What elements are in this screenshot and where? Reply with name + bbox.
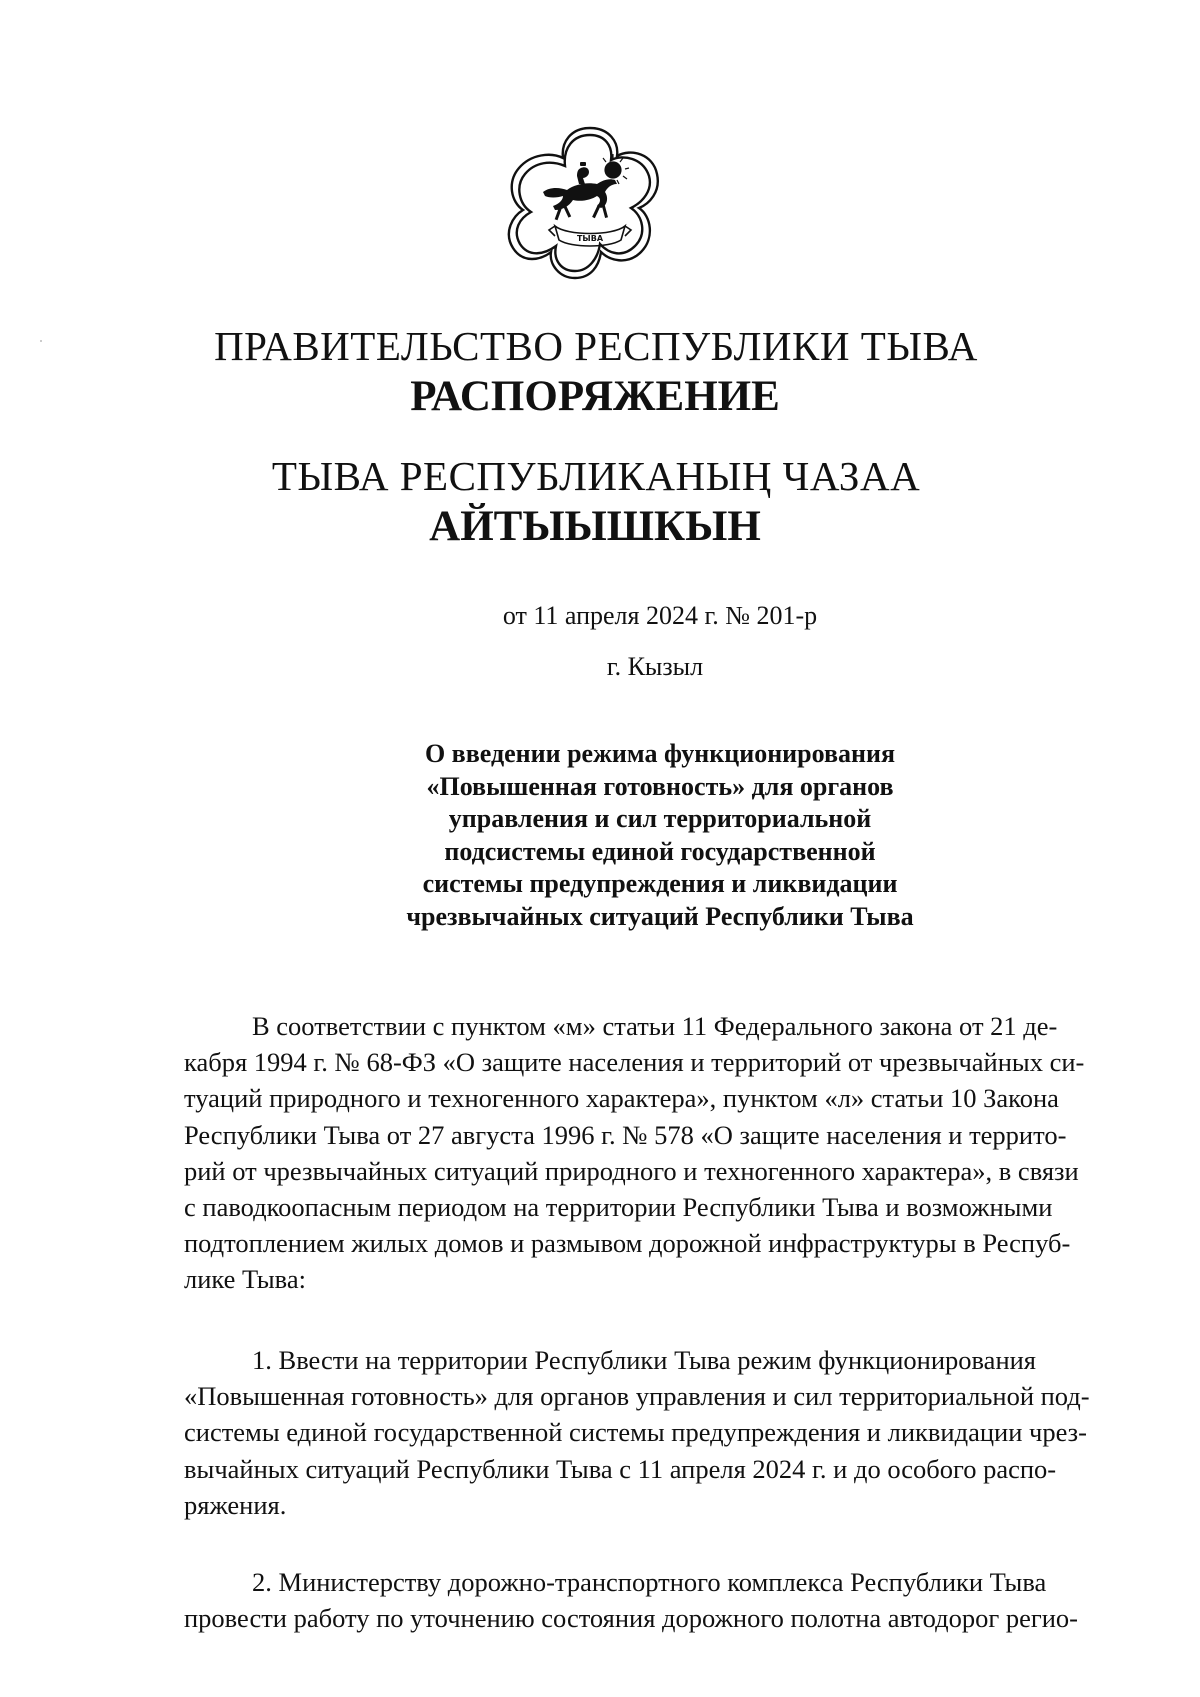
paragraph-line: В соответствии с пунктом «м» статьи 11 Федерального закона от 21 де- (252, 1011, 1058, 1041)
document-city: г. Кызыл (606, 652, 704, 681)
document-type: РАСПОРЯЖЕНИЕ (410, 373, 780, 420)
subject-line: управления и сил территориальной (448, 804, 872, 833)
paragraph-line: «Повышенная готовность» для органов управления и сил территориальной под- (184, 1381, 1090, 1412)
paragraph-line: системы единой государственной системы предупреждения и ликвидации чрез- (184, 1417, 1087, 1448)
document-type-tuvan: АЙТЫЫШКЫН (429, 503, 761, 550)
item-1-paragraph (184, 1342, 1090, 1523)
paragraph-line: рий от чрезвычайных ситуаций природного и техногенного характера», в связи (184, 1155, 1079, 1186)
paragraph-line: провести работу по уточнению состояния дорожного полотна автодорог регио- (184, 1603, 1078, 1634)
preamble-paragraph (184, 1008, 1085, 1298)
government-title: ПРАВИТЕЛЬСТВО РЕСПУБЛИКИ ТЫВА (214, 323, 978, 369)
paragraph-line: кабря 1994 г. № 68-ФЗ «О защите населения и территорий от чрезвычайных си- (184, 1047, 1085, 1078)
document-date-number: от 11 апреля 2024 г. № 201-р (502, 601, 818, 630)
paragraph-line: лике Тыва: (184, 1264, 306, 1295)
subject-line: чрезвычайных ситуаций Республики Тыва (406, 901, 914, 931)
paragraph-line: подтоплением жилых домов и размывом дорожной инфраструктуры в Респуб- (184, 1228, 1071, 1259)
paragraph-line: ряжения. (184, 1489, 287, 1520)
paragraph-line: с паводкоопасным периодом на территории Республики Тыва и возможными (184, 1191, 1053, 1222)
paragraph-line: туаций природного и техногенного характера», пунктом «л» статьи 10 Закона (184, 1083, 1059, 1114)
paragraph-line: 1. Ввести на территории Республики Тыва режим функционирования (252, 1345, 1036, 1375)
paragraph-line: вычайных ситуаций Республики Тыва с 11 апреля 2024 г. и до особого распо- (184, 1453, 1057, 1484)
paragraph-line: Республики Тыва от 27 августа 1996 г. № 578 «О защите населения и террито- (184, 1119, 1067, 1150)
document-subject (380, 738, 940, 933)
paragraph-line: 2. Министерству дорожно-транспортного комплекса Республики Тыва (252, 1567, 1047, 1597)
subject-line: подсистемы единой государственной (444, 836, 876, 866)
subject-line: «Повышенная готовность» для органов (426, 771, 894, 801)
tuva-emblem-icon (505, 118, 675, 288)
subject-line: О введении режима функционирования (424, 739, 896, 768)
government-title-tuvan: ТЫВА РЕСПУБЛИКАНЫҢ ЧАЗАА (271, 453, 921, 499)
subject-line: системы предупреждения и ликвидации (422, 869, 898, 898)
svg-text:ТЫВА: ТЫВА (576, 234, 604, 243)
item-2-paragraph (184, 1564, 1078, 1636)
